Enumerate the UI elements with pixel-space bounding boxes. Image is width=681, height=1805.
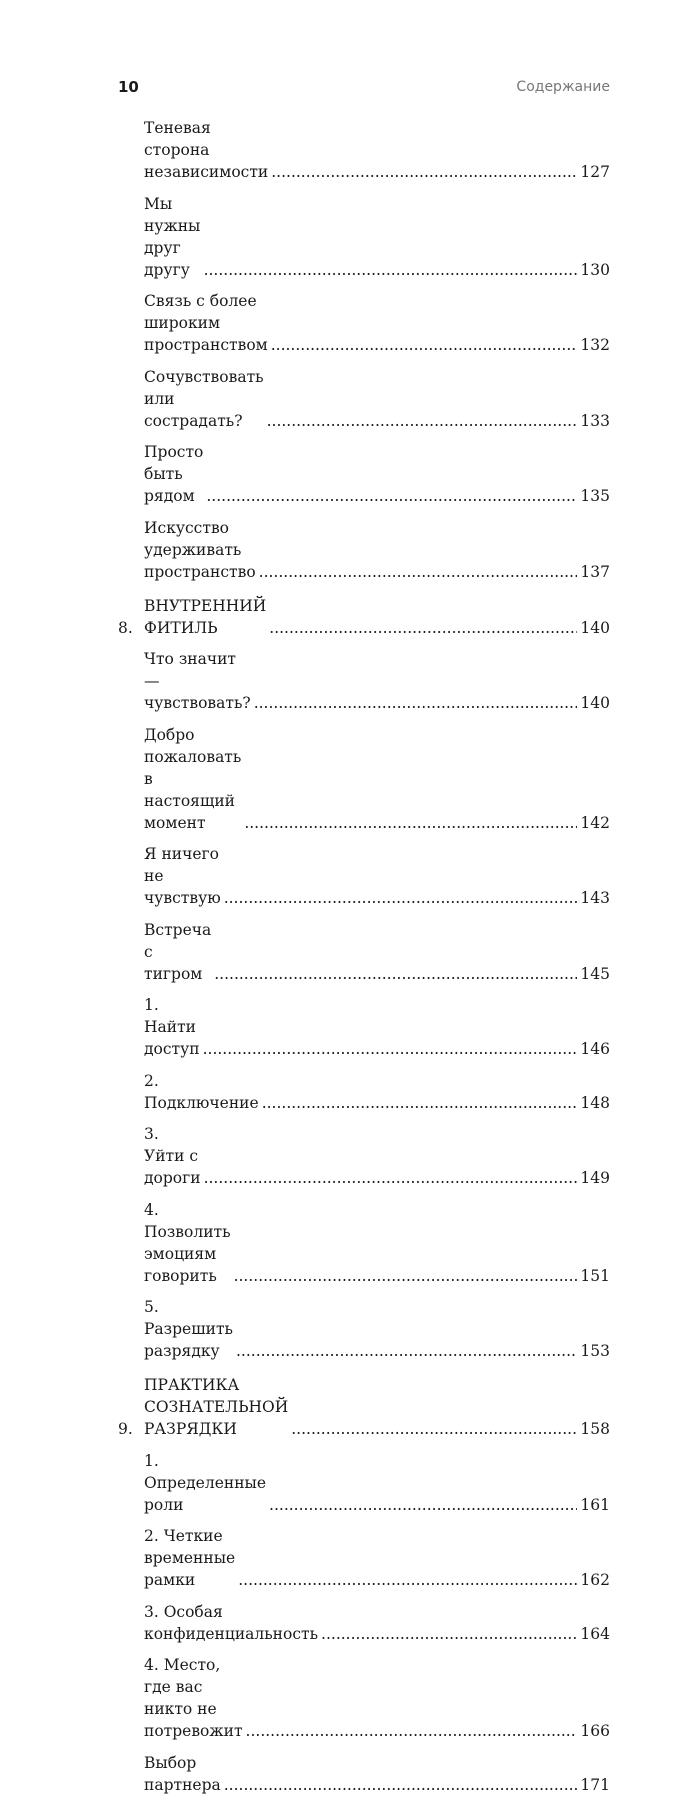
toc-entry-title: 3. Особая конфиденциальность [144,1602,319,1643]
toc-page-number: 133 [580,411,610,430]
toc-entry-title: 5. Разрешить разрядку [144,1298,233,1360]
toc-section-entry [118,290,610,356]
toc-dot-leader [206,485,577,507]
toc-dot-leader [224,887,578,909]
toc-entry-title: Я ничего не чувствую [144,845,221,907]
toc-page-number: 132 [580,336,610,354]
toc-entry-title: 3. Уйти с дороги [144,1125,201,1187]
toc-section-entry [118,1450,610,1516]
toc-entry-title: ПРАКТИКА СОЗНАТЕЛЬНОЙ РАЗРЯДКИ [144,1376,289,1438]
toc-page-number: 145 [580,964,610,983]
toc-section-entry [118,441,610,507]
toc-dot-leader [203,1038,578,1060]
toc-dot-leader [234,1265,578,1287]
toc-dot-leader [321,1623,577,1645]
toc-dot-leader [269,617,577,639]
toc-entry-title: ВНУТРЕННИЙ ФИТИЛЬ [144,596,267,637]
toc-page-number: 164 [580,1624,610,1643]
toc-dot-leader [291,1418,577,1440]
toc-entry-title: Что значит — чувствовать? [144,650,251,712]
toc-dot-leader [224,1774,578,1796]
toc-page-number: 148 [580,1093,610,1112]
toc-section-entry [118,919,610,985]
toc-entry-title: Сочувствовать или сострадать? [144,367,264,430]
toc-dot-leader [271,161,577,183]
toc-dot-leader [259,561,578,583]
toc-section-entry [118,1296,610,1362]
toc-entry-title: Мы нужны друг другу [144,194,201,279]
toc-dot-leader [244,812,577,834]
toc-section-entry [118,1525,610,1591]
toc-dot-leader [271,334,578,356]
toc-page-number: 142 [580,813,610,832]
toc-page-number: 127 [580,163,610,181]
toc-section-entry [118,1654,610,1742]
toc-page-number: 146 [580,1040,610,1058]
toc-entry-title: Добро пожаловать в настоящий момент [144,725,242,832]
toc-page-number: 151 [580,1266,610,1285]
toc-page-number: 171 [580,1775,610,1794]
toc-page-number: 143 [580,889,610,907]
toc-page-number: 158 [580,1420,610,1438]
toc-dot-leader [236,1340,577,1362]
toc-chapter-entry [118,1374,610,1440]
toc-section-entry [118,724,610,834]
toc-dot-leader [204,259,578,281]
toc-section-entry [118,648,610,714]
toc-dot-leader [254,692,578,714]
toc-section-entry [118,1123,610,1189]
toc-page-number: 161 [580,1495,610,1514]
toc-entry-title: 4. Позволить эмоциям говорить [144,1200,231,1285]
toc-page-number: 140 [580,618,610,637]
toc-chapter-entry [118,595,610,639]
toc-entry-title: Встреча с тигром [144,920,212,983]
toc-section-entry [118,1070,610,1114]
toc-page-number: 166 [580,1722,610,1740]
toc-page-number: 162 [580,1571,610,1589]
toc-entry-title: 4. Место, где вас никто не потревожит [144,1656,243,1740]
toc-entry-title: Искусство удерживать пространство [144,518,256,581]
toc-section-entry [118,843,610,909]
toc-entry-title: Выбор партнера [144,1753,221,1794]
toc-dot-leader [204,1167,578,1189]
toc-page-number: 153 [580,1342,610,1360]
page-number: 10 [118,78,139,96]
toc-chapter-number: 9. [118,1420,133,1438]
toc-section-entry [118,1601,610,1645]
toc-dot-leader [262,1092,578,1114]
toc-entry-title: Теневая сторона независимости [144,119,269,181]
toc-section-entry [118,1199,610,1287]
toc-page-number: 137 [580,562,610,581]
toc-section-entry [118,366,610,432]
toc-entry-title: 1. Определенные роли [144,1451,267,1514]
toc-dot-leader [238,1569,577,1591]
toc-entry-title: 2. Четкие временные рамки [144,1527,236,1589]
toc-page-number: 149 [580,1169,610,1187]
toc-entry-title: 2. Подключение [144,1071,259,1112]
toc-dot-leader [246,1720,578,1742]
toc-section-entry [118,117,610,183]
toc-section-entry [118,1752,610,1796]
toc-section-entry [118,517,610,583]
table-of-contents [118,117,610,1805]
running-head: Содержание [516,79,610,95]
toc-section-entry [118,994,610,1060]
toc-entry-title: 1. Найти доступ [144,996,200,1058]
toc-dot-leader [267,410,578,432]
toc-section-entry [118,193,610,281]
toc-entry-title: Связь с более широким пространством [144,292,268,354]
toc-page-number: 130 [580,260,610,279]
toc-chapter-number: 8. [118,618,133,637]
toc-dot-leader [214,963,577,985]
toc-entry-title: Просто быть рядом [144,443,204,505]
toc-page-number: 135 [580,487,610,505]
toc-page-number: 140 [580,694,610,712]
toc-dot-leader [269,1494,577,1516]
